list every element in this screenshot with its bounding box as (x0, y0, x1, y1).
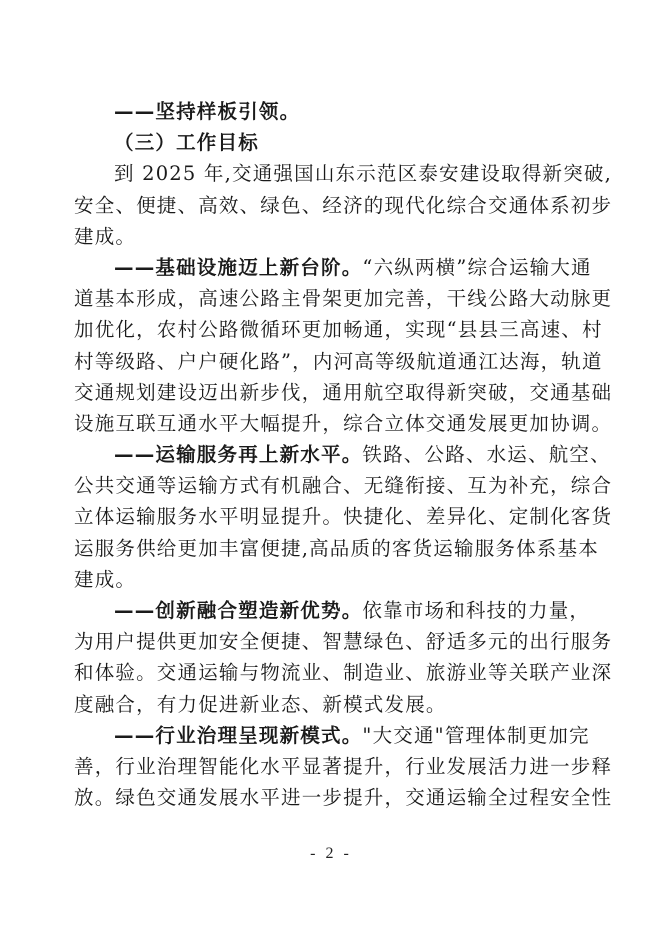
item-heading: ——运输服务再上新水平。 (114, 443, 363, 467)
text-line: 村等级路、户户硬化路”，内河高等级航道通江达海，轨道 (74, 349, 603, 373)
text-line: 设施互联互通水平大幅提升，综合立体交通发展更加协调。 (74, 411, 613, 435)
section-item-sample-lead (74, 96, 584, 127)
item-heading: ——创新融合塑造新优势。 (114, 599, 363, 622)
paragraph-line (74, 221, 584, 252)
item-heading: ——坚持样板引领。 (114, 100, 301, 123)
section-heading: （三）工作目标 (114, 131, 259, 155)
document-page (74, 96, 613, 813)
paragraph-line (74, 595, 591, 626)
text-line: 度融合，有力促进新业态、新模式发展。 (74, 692, 447, 716)
paragraph-line (74, 782, 613, 813)
paragraph-line (74, 501, 613, 532)
paragraph-line (74, 252, 592, 283)
text-line: 依靠市场和科技的力量， (362, 599, 591, 622)
text-line: 和体验。交通运输与物流业、制造业、旅游业等关联产业深 (74, 661, 613, 685)
text-line: 善，行业治理智能化水平显著提升，行业发展活力进一步释 (74, 754, 613, 778)
text-line: 交通规划建设迈出新步伐，通用航空取得新突破，交通基础 (74, 380, 613, 404)
text-line: 到 2025 年,交通强国山东示范区泰安建设取得新突破, (114, 162, 613, 186)
paragraph-line (74, 377, 613, 408)
text-line: 加优化，农村公路微循环更加畅通，实现“县县三高速、村 (74, 318, 603, 342)
paragraph-line (74, 283, 613, 314)
paragraph-line (74, 689, 584, 720)
text-line: "大交通"管理体制更加完 (362, 723, 590, 747)
paragraph-line (74, 314, 603, 345)
text-line: 公共交通等运输方式有机融合、无缝衔接、互为补充，综合 (74, 474, 613, 498)
paragraph-line (74, 533, 599, 564)
item-heading: ——行业治理呈现新模式。 (114, 723, 363, 747)
text-line: “六纵两横”综合运输大通 (362, 255, 592, 279)
text-line: 道基本形成，高速公路主骨架更加完善，干线公路大动脉更 (74, 287, 613, 311)
paragraph-line (74, 720, 590, 751)
text-line: 运服务供给更加丰富便捷,高品质的客货运输服务体系基本 (74, 536, 599, 560)
text-line: 立体运输服务水平明显提升。快捷化、差异化、定制化客货 (74, 505, 613, 529)
item-heading: ——基础设施迈上新台阶。 (114, 255, 363, 279)
paragraph-line (74, 190, 613, 221)
text-line: 建成。 (74, 224, 137, 248)
text-line: 铁路、公路、水运、航空、 (362, 443, 611, 467)
page-number: - 2 - (310, 845, 352, 862)
section-heading-work-goals (74, 127, 584, 158)
text-line: 安全、便捷、高效、绿色、经济的现代化综合交通体系初步 (74, 193, 613, 217)
paragraph-line (74, 564, 584, 595)
paragraph-line (74, 158, 613, 189)
paragraph-line (74, 751, 613, 782)
paragraph-line (74, 408, 613, 439)
paragraph-line (74, 626, 613, 657)
paragraph-line (74, 657, 613, 688)
text-line: 建成。 (74, 567, 137, 591)
paragraph-line (74, 439, 611, 470)
text-line: 放。绿色交通发展水平进一步提升，交通运输全过程安全性 (74, 786, 613, 810)
paragraph-line (74, 346, 603, 377)
text-line: 为用户提供更加安全便捷、智慧绿色、舒适多元的出行服务 (74, 630, 613, 654)
paragraph-line (74, 470, 613, 501)
